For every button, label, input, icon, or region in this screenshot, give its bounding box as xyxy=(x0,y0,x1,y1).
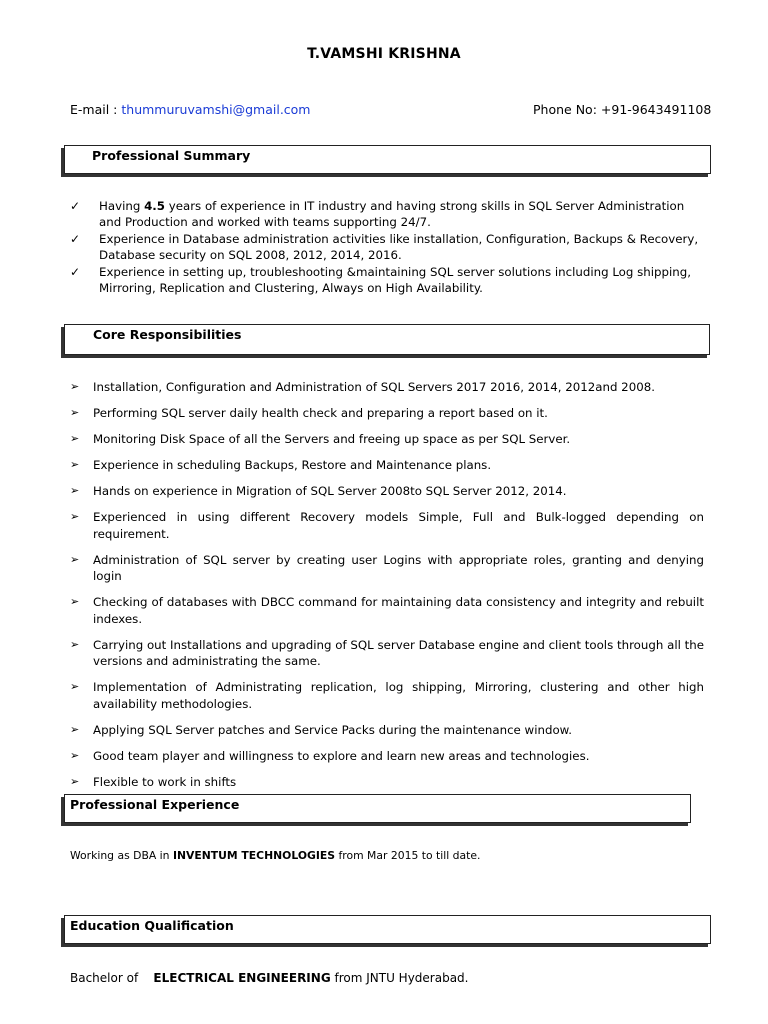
core-item xyxy=(70,431,704,448)
core-item xyxy=(70,679,704,712)
section-core-responsibilities xyxy=(64,324,710,355)
core-item-text: Carrying out Installations and upgrading of SQL server Database engine and client tools through all the versions and administrating the same. xyxy=(93,637,704,668)
core-item-text: Experience in scheduling Backups, Restore and Maintenance plans. xyxy=(93,458,492,472)
core-item-text: Experienced in using different Recovery models Simple, Full and Bulk-logged depending on requirement. xyxy=(93,510,704,541)
phone-label: Phone No: xyxy=(533,102,597,117)
phone-number: +91-9643491108 xyxy=(600,102,712,117)
arrow-bullet-icon: ➢ xyxy=(70,380,80,393)
email-link[interactable]: thummuruvamshi@gmail.com xyxy=(121,102,311,117)
arrow-bullet-icon: ➢ xyxy=(70,595,80,608)
section-heading: Education Qualification xyxy=(70,918,234,933)
degree-name: ELECTRICAL ENGINEERING xyxy=(153,971,331,985)
core-item-text: Flexible to work in shifts xyxy=(93,774,237,789)
core-item xyxy=(70,509,704,542)
core-item xyxy=(70,457,704,474)
core-item xyxy=(70,748,704,765)
email-label: E-mail : xyxy=(70,102,118,117)
arrow-bullet-icon: ➢ xyxy=(70,484,80,497)
core-item xyxy=(70,594,704,627)
checkmark-icon: ✓ xyxy=(70,199,81,213)
arrow-bullet-icon: ➢ xyxy=(70,552,80,566)
arrow-bullet-icon: ➢ xyxy=(70,748,80,762)
core-item-text: Applying SQL Server patches and Service Packs during the maintenance window. xyxy=(93,722,572,737)
section-professional-summary xyxy=(64,145,711,174)
phone-line xyxy=(533,102,711,117)
core-item xyxy=(70,774,704,791)
core-item-text: Installation, Configuration and Administration of SQL Servers 2017 2016, 2014, 2012and 2008. xyxy=(93,380,655,394)
core-item xyxy=(70,552,704,585)
experience-text: Working as DBA in INVENTUM TECHNOLOGIES from Mar 2015 to till date. xyxy=(70,849,481,862)
education-text: Bachelor of ELECTRICAL ENGINEERING from JNTU Hyderabad. xyxy=(70,971,469,985)
core-list xyxy=(70,379,704,800)
core-item-text: Implementation of Administrating replication, log shipping, Mirroring, clustering and other high availability methodologies. xyxy=(93,680,704,711)
core-item-text: Monitoring Disk Space of all the Servers and freeing up space as per SQL Server. xyxy=(93,432,571,446)
core-item xyxy=(70,405,704,422)
candidate-name: T.VAMSHI KRISHNA xyxy=(307,46,461,62)
section-heading: Core Responsibilities xyxy=(93,327,242,342)
section-heading: Professional Experience xyxy=(70,797,240,812)
core-item-text: Checking of databases with DBCC command for maintaining data consistency and integrity and rebuilt indexes. xyxy=(93,595,704,626)
arrow-bullet-icon: ➢ xyxy=(70,406,80,419)
arrow-bullet-icon: ➢ xyxy=(70,680,80,693)
checkmark-icon: ✓ xyxy=(70,265,81,279)
arrow-bullet-icon: ➢ xyxy=(70,458,80,471)
core-item xyxy=(70,722,704,739)
arrow-bullet-icon: ➢ xyxy=(70,722,80,736)
summary-list xyxy=(70,198,700,297)
arrow-bullet-icon: ➢ xyxy=(70,774,80,788)
core-item-text: Hands on experience in Migration of SQL Server 2008to SQL Server 2012, 2014. xyxy=(93,484,567,498)
core-item-text: Performing SQL server daily health check and preparing a report based on it. xyxy=(93,406,548,420)
company-name: INVENTUM TECHNOLOGIES xyxy=(172,849,336,862)
arrow-bullet-icon: ➢ xyxy=(70,510,80,523)
summary-item: ✓ Experience in setting up, troubleshooting &maintaining SQL server solutions including Log shipping, Mirroring, Replication and Clustering, Always on High Availability. xyxy=(70,265,692,295)
core-item-text: Administration of SQL server by creating user Logins with appropriate roles, granting and denying login xyxy=(93,552,704,583)
arrow-bullet-icon: ➢ xyxy=(70,432,80,445)
email-line xyxy=(70,102,311,117)
checkmark-icon: ✓ xyxy=(70,232,81,246)
core-item-text: Good team player and willingness to explore and learn new areas and technologies. xyxy=(93,748,590,763)
arrow-bullet-icon: ➢ xyxy=(70,637,80,651)
section-education xyxy=(64,915,711,944)
section-professional-experience xyxy=(64,794,691,823)
section-heading: Professional Summary xyxy=(92,148,251,163)
summary-item: ✓ Experience in Database administration activities like installation, Configuration, Backups & Recovery, Database security on SQL 2008, 2012, 2014, 2016. xyxy=(70,232,699,262)
core-item xyxy=(70,637,704,670)
core-item xyxy=(70,483,704,500)
core-item xyxy=(70,379,704,396)
summary-item: ✓ Having 4.5 years of experience in IT industry and having strong skills in SQL Server Administration and Production and worked with teams supporting 24/7. xyxy=(70,199,685,229)
